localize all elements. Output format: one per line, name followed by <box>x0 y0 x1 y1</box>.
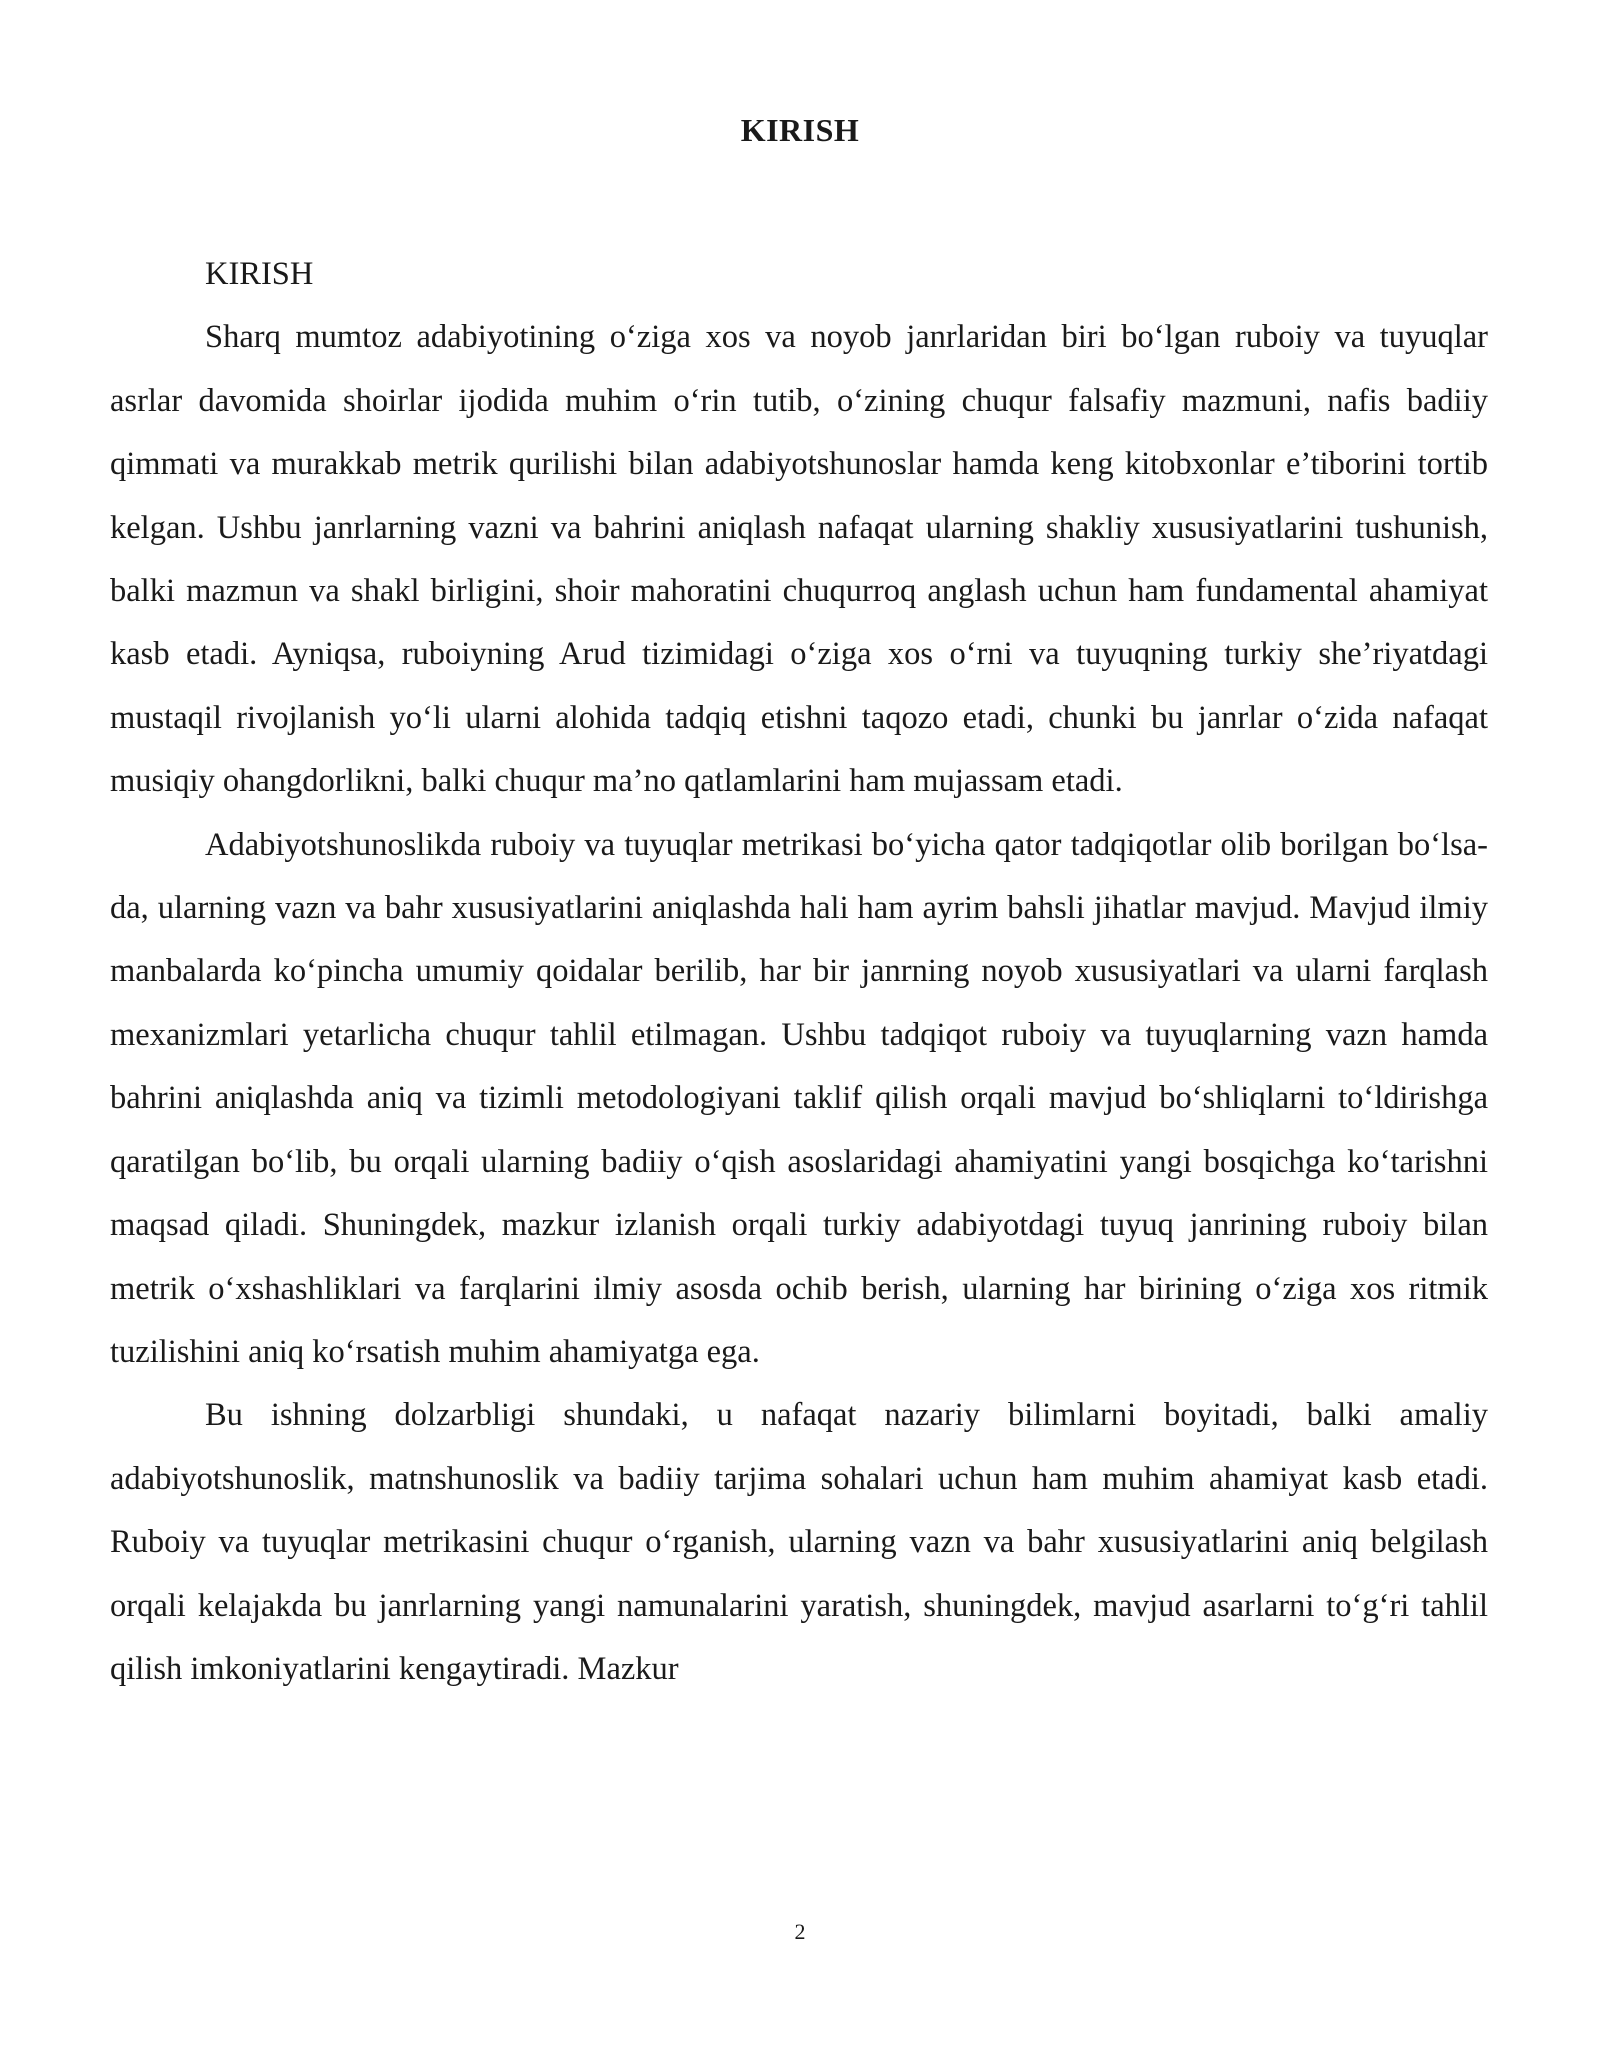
page-heading: KIRISH <box>740 112 860 148</box>
paragraph: Adabiyotshunoslikda ruboiy va tuyuqlar metrikasi bo‘yicha qator tadqiqotlar olib borilgan bo‘lsa-da, ularning vazn va bahr xususiyatlarini aniqlashda hali ham ayrim bahsli jihatlar mavjud. Mavjud ilmiy manbalarda ko‘pincha umumiy qoidalar berilib, har bir janrning noyob xususiyatlari va ularni farqlash mexanizmlari yetarlicha chuqur tahlil etilmagan. Ushbu tadqiqot ruboiy va tuyuqlarning vazn hamda bahrini aniqlashda aniq va tizimli metodologiyani taklif qilish orqali mavjud bo‘shliqlarni to‘ldirishga qaratilgan bo‘lib, bu orqali ularning badiiy o‘qish asoslaridagi ahamiyatini yangi bosqichga ko‘tarishni maqsad qiladi. Shuningdek, mazkur izlanish orqali turkiy adabiyotdagi tuyuq janrining ruboiy bilan metrik o‘xshashliklari va farqlarini ilmiy asosda ochib berish, ularning har birining o‘ziga xos ritmik tuzilishini aniq ko‘rsatish muhim ahamiyatga ega. <box>110 826 1488 1370</box>
paragraph: Bu ishning dolzarbligi shundaki, u nafaqat nazariy bilimlarni boyitadi, balki amaliy adabiyotshunoslik, matnshunoslik va badiiy tarjima sohalari uchun ham muhim ahamiyat kasb etadi. Ruboiy va tuyuqlar metrikasini chuqur o‘rganish, ularning vazn va bahr xususiyatlarini aniq belgilash orqali kelajakda bu janrlarning yangi namunalarini yaratish, shuningdek, mavjud asarlarni to‘g‘ri tahlil qilish imkoniyatlarini kengaytiradi. Mazkur <box>110 1397 1488 1687</box>
section-subheading: KIRISH <box>205 256 314 292</box>
body-text <box>110 243 1488 1701</box>
page-number: 2 <box>794 1919 806 1944</box>
paragraph: Sharq mumtoz adabiyotining o‘ziga xos va noyob janrlaridan biri bo‘lgan ruboiy va tuyuqlar asrlar davomida shoirlar ijodida muhim o‘rin tutib, o‘zining chuqur falsafiy mazmuni, nafis badiiy qimmati va murakkab metrik qurilishi bilan adabiyotshunoslar hamda keng kitobxonlar e’tiborini tortib kelgan. Ushbu janrlarning vazni va bahrini aniqlash nafaqat ularning shakliy xususiyatlarini tushunish, balki mazmun va shakl birligini, shoir mahoratini chuqurroq anglash uchun ham fundamental ahamiyat kasb etadi. Ayniqsa, ruboiyning Arud tizimidagi o‘ziga xos o‘rni va tuyuqning turkiy she’riyatdagi mustaqil rivojlanish yo‘li ularni alohida tadqiq etishni taqozo etadi, chunki bu janrlar o‘zida nafaqat musiqiy ohangdorlikni, balki chuqur ma’no qatlamlarini ham mujassam etadi. <box>110 319 1488 800</box>
